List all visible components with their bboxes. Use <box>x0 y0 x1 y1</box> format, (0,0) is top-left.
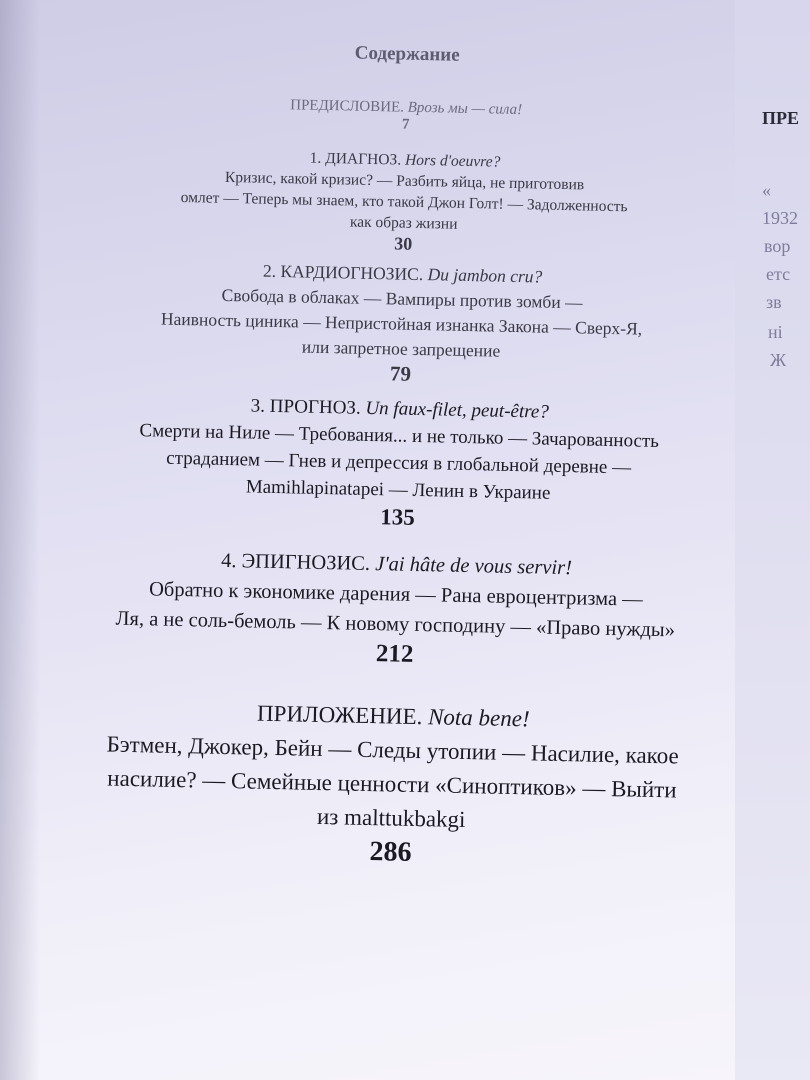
next-page-line: вор <box>764 236 791 256</box>
section-topics-line: Ля, а не соль-бемоль — К новому господину — «Право нужды» <box>115 607 676 642</box>
table-of-contents <box>28 0 728 868</box>
section-page-number: 79 <box>389 361 412 386</box>
next-page-line: Ж <box>770 350 787 370</box>
section-topics-line: Кризис, какой кризис? — Разбить яйца, не приготовив <box>224 168 585 194</box>
page-title: Содержание <box>354 42 460 66</box>
section-subtitle: Hors d'oeuvre? <box>404 151 501 171</box>
toc-section-preface <box>26 92 735 142</box>
section-page-number: 135 <box>380 504 416 530</box>
toc-section-4 <box>14 542 735 678</box>
section-topics-line: или запретное запрещение <box>301 336 501 361</box>
next-page-line: етс <box>766 264 791 284</box>
toc-section-3 <box>17 388 735 539</box>
next-page-line: 1932 <box>762 208 798 228</box>
section-page-number: 212 <box>375 640 414 668</box>
section-topics-line: насилие? — Семейные ценности «Синоптиков» — Выйти <box>107 765 677 803</box>
section-heading: 3. ПРОГНОЗ. <box>250 395 361 419</box>
section-topics-line: Обратно к экономике дарения — Рана евроцентризма — <box>148 578 643 611</box>
next-page-header: ПРЕ <box>762 108 800 128</box>
toc-section-appendix <box>10 692 735 878</box>
section-topics-line: как образ жизни <box>349 213 458 233</box>
section-topics-line: Наивность циника — Непристойная изнанка Закона — Сверх-Я, <box>160 308 643 339</box>
section-topics-line: Mamihlapinatapei — Ленин в Украине <box>245 476 551 504</box>
section-page-number: 7 <box>401 116 410 133</box>
section-heading: 2. КАРДИОГНОЗИС. <box>262 260 424 285</box>
section-heading: 1. ДИАГНОЗ. <box>309 149 402 169</box>
section-topics-line: Смерти на Ниле — Требования... и не только — Зачарованность <box>139 420 660 453</box>
section-topics-line: Бэтмен, Джокер, Бейн — Следы утопии — Насилие, какое <box>106 731 679 769</box>
section-page-number: 30 <box>394 233 413 254</box>
section-page-number: 286 <box>369 836 412 868</box>
section-subtitle: J'ai hâte de vous servir! <box>374 553 573 580</box>
section-subtitle: Nota bene! <box>427 704 530 732</box>
section-subtitle: Врозь мы — сила! <box>407 99 523 119</box>
section-heading: ПРЕДИСЛОВИЕ. <box>290 97 405 116</box>
section-topics-line: омлет — Теперь мы знаем, кто такой Джон Голт! — Задолженность <box>180 188 628 216</box>
section-topics-line: из malttukbakgi <box>316 803 466 833</box>
section-topics-line: Свобода в облаках — Вампиры против зомби — <box>221 284 583 313</box>
section-subtitle: Du jambon cru? <box>427 264 543 287</box>
next-page-line: ні <box>768 322 783 342</box>
next-page-line: зв <box>766 292 782 312</box>
toc-section-2 <box>20 254 735 395</box>
section-topics-line: страданием — Гнев и депрессия в глобальной деревне — <box>166 447 632 479</box>
section-heading: 4. ЭПИГНОЗИС. <box>220 549 371 575</box>
section-subtitle: Un faux-filet, peut-être? <box>365 397 550 423</box>
section-heading: ПРИЛОЖЕНИЕ. <box>256 700 423 730</box>
next-page-line: « <box>762 180 771 200</box>
toc-section-1 <box>23 142 735 263</box>
